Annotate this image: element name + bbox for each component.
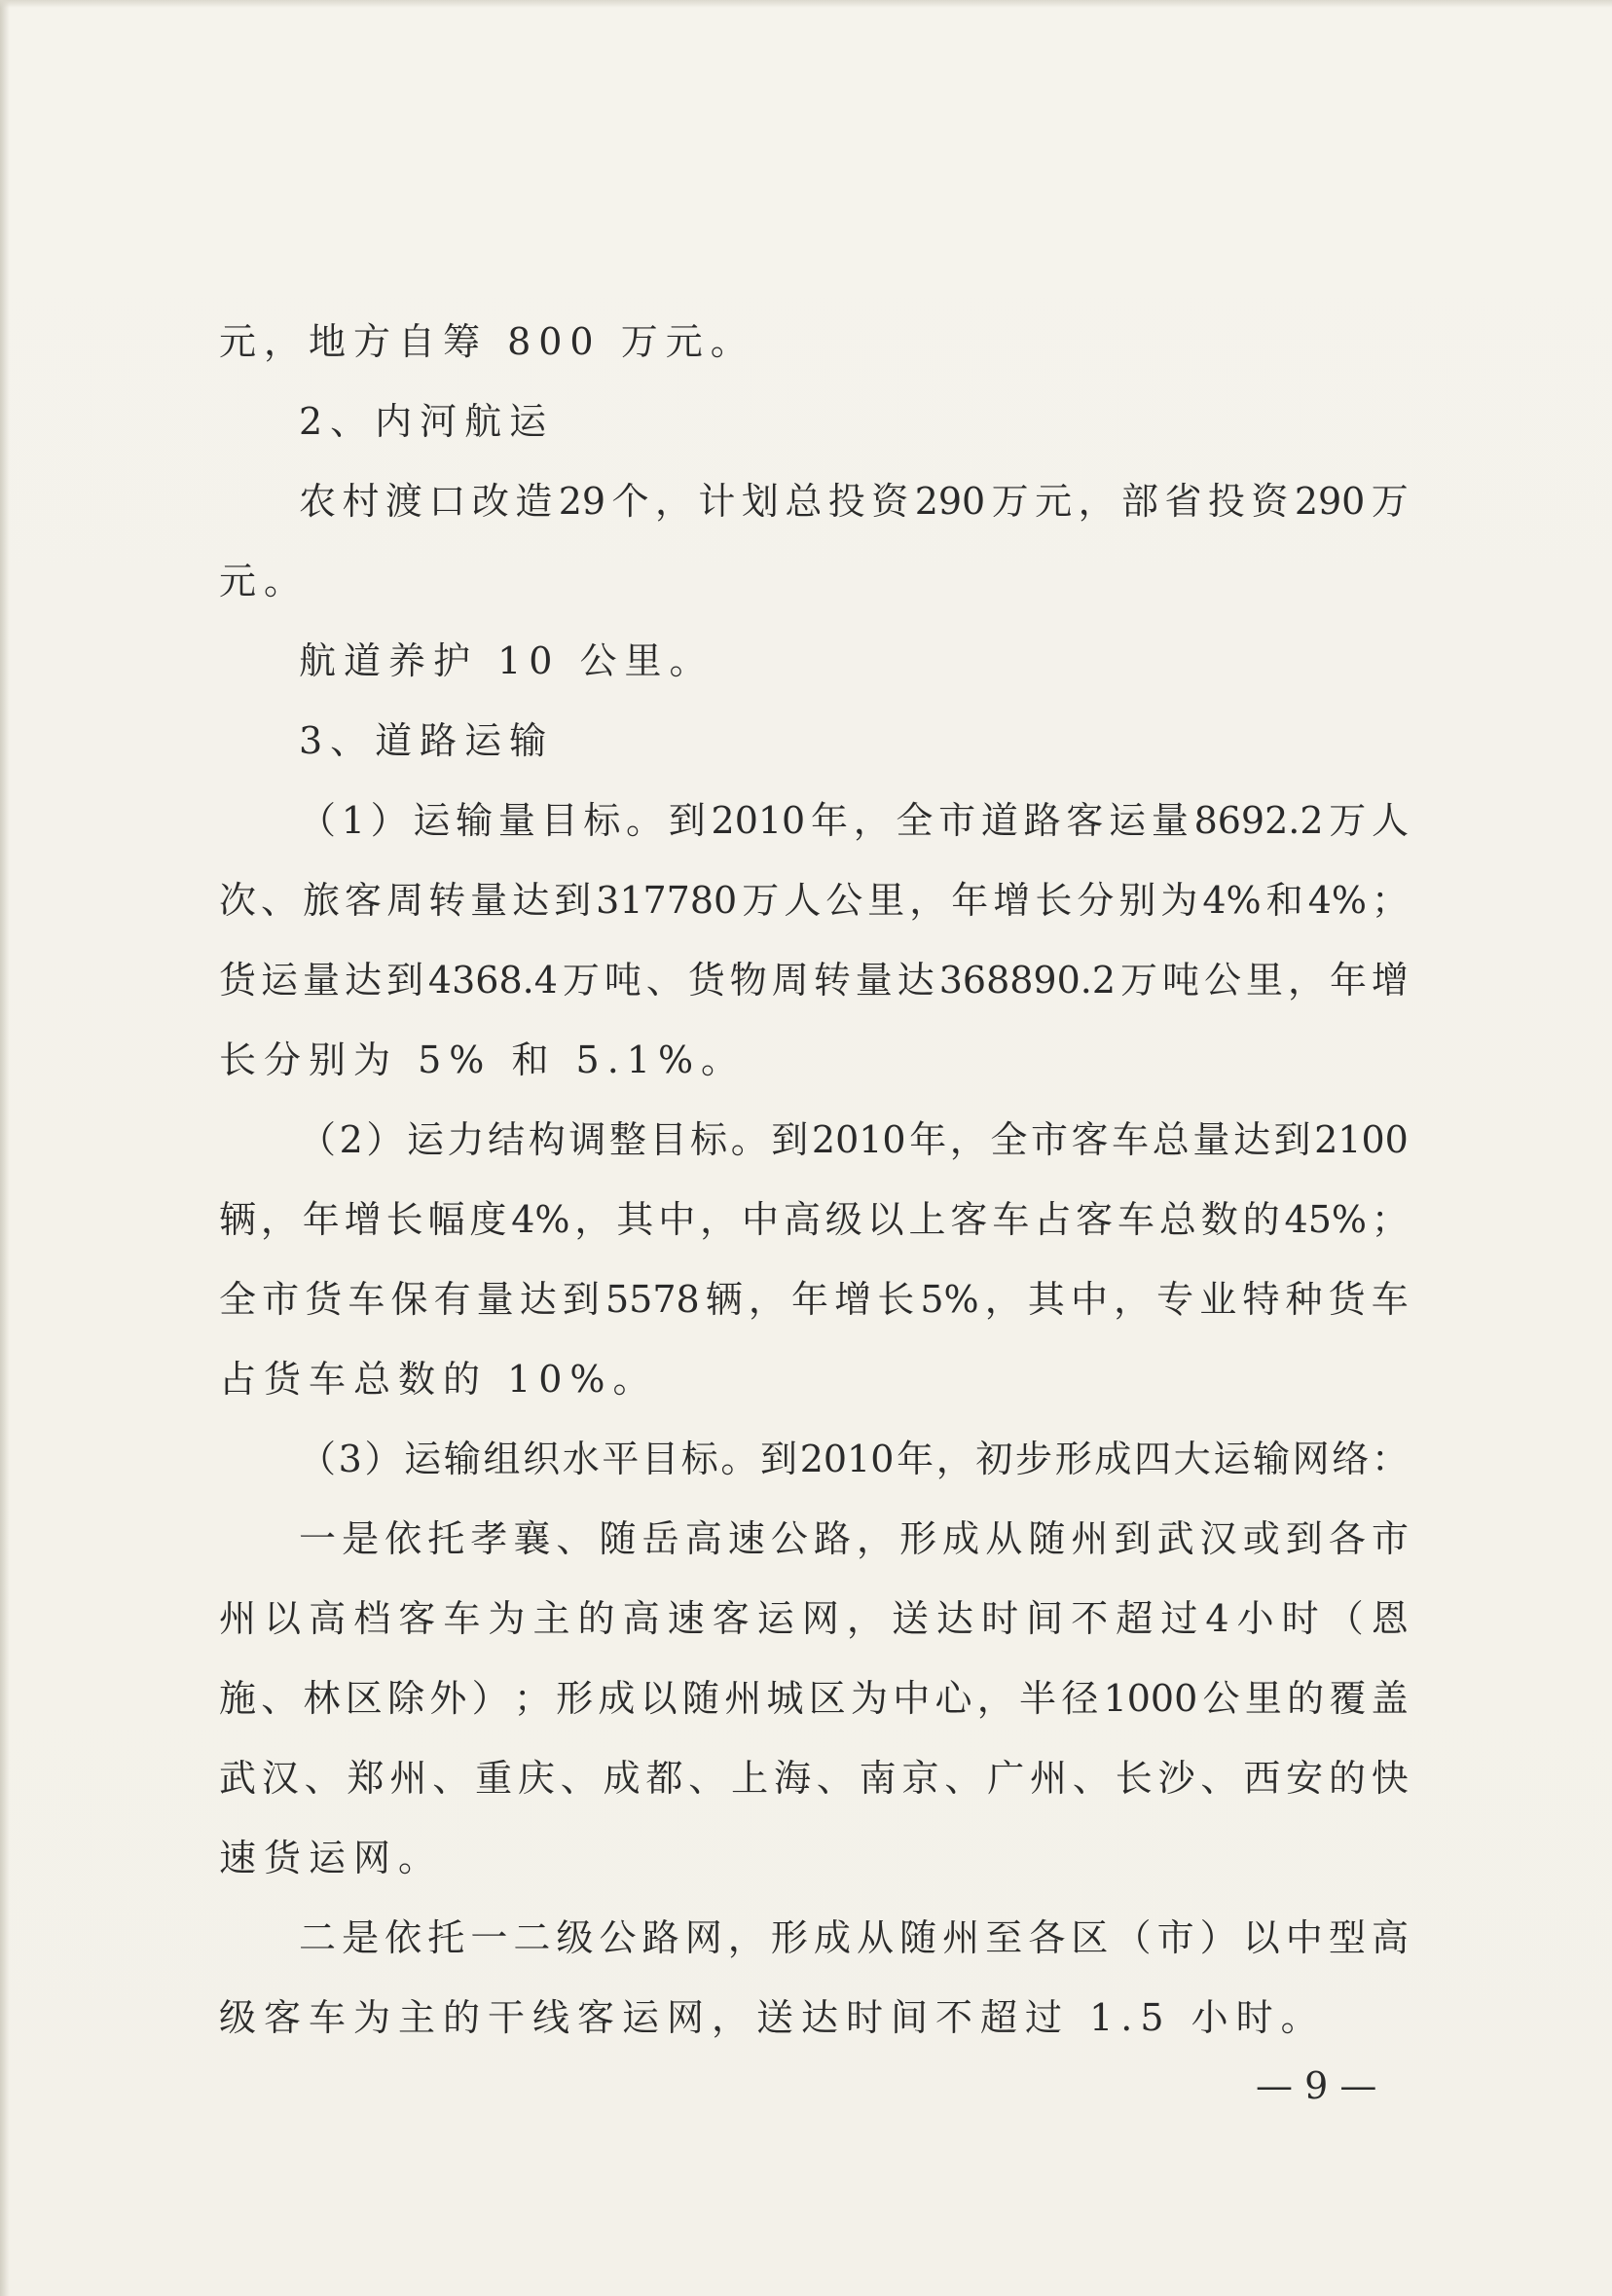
paragraph-line: 一 是 依 托 孝 襄 、 随 岳 高 速 公 路 ， 形 成 从 随 州 到 武 汉 或 到 各 市: [299, 1517, 1409, 1560]
paragraph-line: 武 汉 、 郑 州 、 重 庆 、 成 都 、 上 海 、 南 京 、 广 州 、 长 沙 、 西 安 的 快: [219, 1757, 1409, 1800]
paragraph-line: 元。: [219, 560, 310, 602]
paragraph-line: 元，地方自筹 800 万元。: [219, 320, 755, 363]
paragraph-line: 二 是 依 托 一 二 级 公 路 网 ， 形 成 从 随 州 至 各 区 （ 市 ） 以 中 型 高: [299, 1916, 1409, 1959]
paragraph-line: 级客车为主的干线客运网，送达时间不超过 1.5 小时。: [219, 1996, 1326, 2039]
paragraph-line: 州 以 高 档 客 车 为 主 的 高 速 客 运 网 ， 送 达 时 间 不 超 过 4 小 时 （ 恩: [219, 1597, 1409, 1640]
paragraph-line: 2、内河航运: [299, 400, 555, 443]
paragraph-line: 航道养护 10 公里。: [299, 639, 714, 682]
paragraph-line: （ 3 ） 运 输 组 织 水 平 目 标 。 到 2010 年 ， 初 步 形 成 四 大 运 输 网 络 ：: [299, 1438, 1409, 1480]
paragraph-line: 辆 ， 年 增 长 幅 度 4% ， 其 中 ， 中 高 级 以 上 客 车 占 客 车 总 数 的 45% ；: [219, 1198, 1409, 1241]
paragraph-line: 次 、 旅 客 周 转 量 达 到 317780 万 人 公 里 ， 年 增 长 分 别 为 4% 和 4% ；: [219, 879, 1409, 922]
paragraph-line: （ 2 ） 运 力 结 构 调 整 目 标 。 到 2010 年 ， 全 市 客 车 总 量 达 到 2100: [299, 1118, 1409, 1161]
page-edge-shadow-left: [0, 0, 10, 2296]
paragraph-line: 农 村 渡 口 改 造 29 个 ， 计 划 总 投 资 290 万 元 ， 部 省 投 资 290 万: [299, 480, 1409, 523]
paragraph-line: 速货运网。: [219, 1837, 444, 1879]
body-text: [219, 310, 1409, 2065]
paragraph-line: 占货车总数的 10%。: [219, 1358, 658, 1401]
paragraph-line: 3、道路运输: [299, 719, 555, 762]
paragraph-line: 施 、 林 区 除 外 ） ； 形 成 以 随 州 城 区 为 中 心 ， 半 径 1000 公 里 的 覆 盖: [219, 1677, 1409, 1720]
paragraph-line: 长分别为 5% 和 5.1%。: [219, 1039, 747, 1081]
paragraph-line: （ 1 ） 运 输 量 目 标 。 到 2010 年 ， 全 市 道 路 客 运 量 8692.2 万 人: [299, 799, 1409, 842]
page-edge-shadow-top: [0, 0, 1612, 8]
page-number: — 9 —: [1256, 2064, 1377, 2107]
paragraph-line: 全 市 货 车 保 有 量 达 到 5578 辆 ， 年 增 长 5% ， 其 中 ， 专 业 特 种 货 车: [219, 1278, 1409, 1321]
paragraph-line: 货 运 量 达 到 4368.4 万 吨 、 货 物 周 转 量 达 368890.2 万 吨 公 里 ， 年 增: [219, 959, 1409, 1002]
